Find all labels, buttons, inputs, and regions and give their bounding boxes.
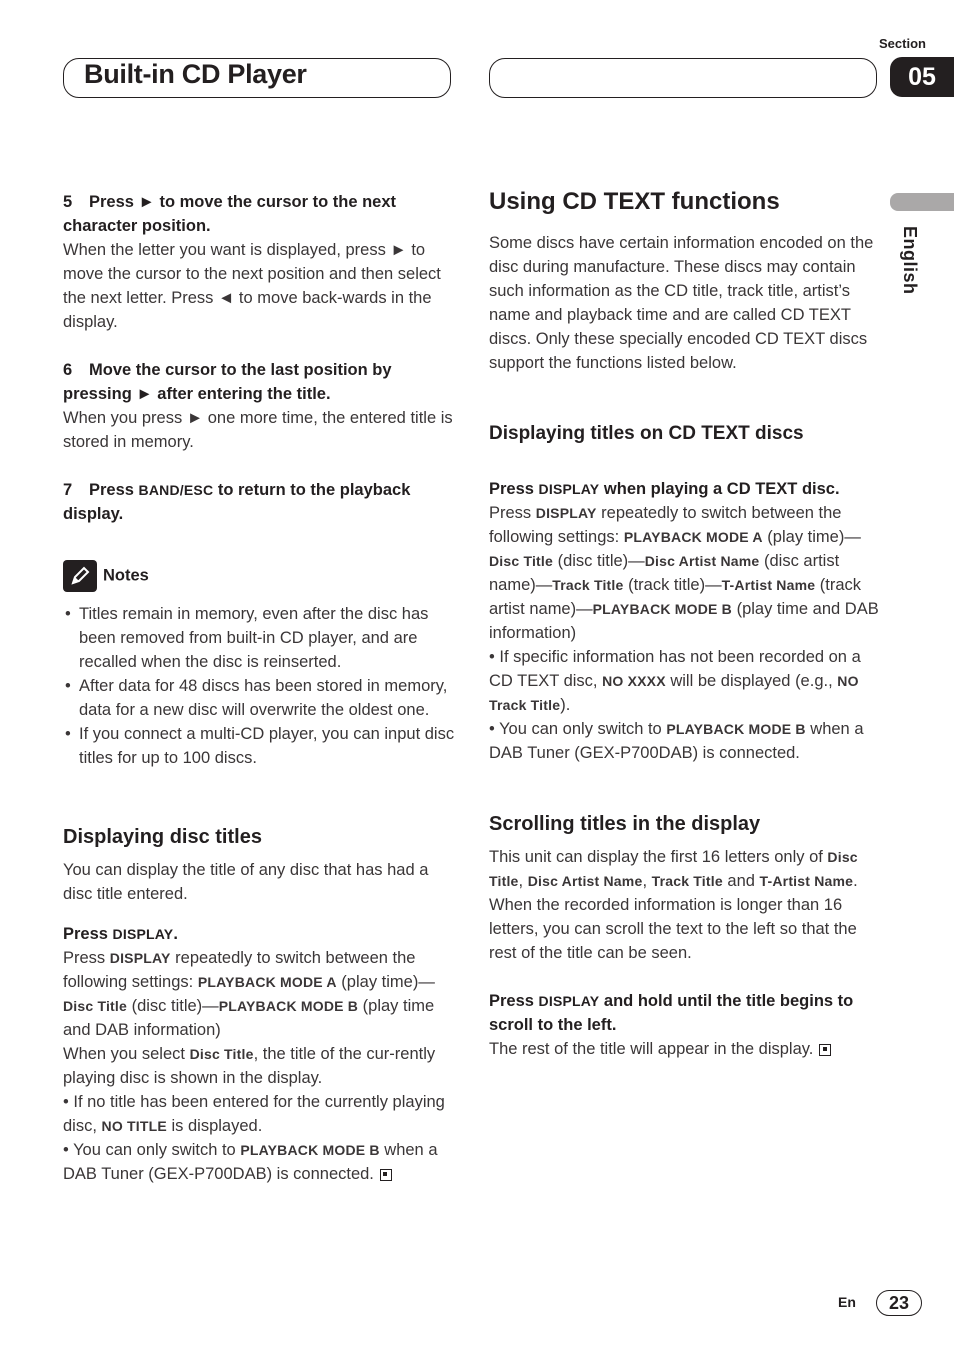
note-item: • Titles remain in memory, even after the disc has been removed from built-in CD player, and are recalled when the disc is reinserted. <box>63 602 455 674</box>
cd-text-bullet-2: • You can only switch to PLAYBACK MODE B when a DAB Tuner (GEX-P700DAB) is connected. <box>489 720 864 762</box>
disc-titles-bullet-2: • You can only switch to PLAYBACK MODE B when a DAB Tuner (GEX-P700DAB) is connected. <box>63 1141 438 1183</box>
cd-text-body: Press DISPLAY repeatedly to switch between the following settings: PLAYBACK MODE A (play time)—Disc Title (disc title)—Disc Artist Name (disc artist name)—Track Title (track title)—T-Artist Name (track artist name)—PLAYBACK MODE B (play time and DAB information) <box>489 504 879 642</box>
disc-titles-instruction: Press DISPLAY. <box>63 925 178 943</box>
header-blank-box <box>489 58 877 98</box>
cd-text-intro: Some discs have certain information encoded on the disc during manufacture. These discs may contain such information as the CD title, track title, artist’s name and playback time and are called CD TEXT discs. Only these specially encoded CD TEXT discs support the functions listed below. <box>489 234 874 372</box>
end-of-section-icon <box>380 1169 392 1181</box>
cd-text-heading: Using CD TEXT functions <box>489 188 780 215</box>
cd-text-instruction: Press DISPLAY when playing a CD TEXT disc. <box>489 480 840 498</box>
step-6-body: When you press ► one more time, the entered title is stored in memory. <box>63 409 453 451</box>
disc-titles-intro: You can display the title of any disc that has had a disc title entered. <box>63 861 429 903</box>
section-number: 05 <box>890 57 954 97</box>
cd-text-titles-heading: Displaying titles on CD TEXT discs <box>489 423 804 444</box>
language-tab <box>890 193 954 211</box>
disc-titles-bullet-1: • If no title has been entered for the currently playing disc, NO TITLE is displayed. <box>63 1093 445 1135</box>
disc-titles-select-text: When you select Disc Title, the title of the cur-rently playing disc is shown in the display. <box>63 1045 436 1087</box>
page-number: 23 <box>876 1290 922 1316</box>
language-label: English <box>900 226 920 295</box>
scroll-body: This unit can display the first 16 letters only of Disc Title, Disc Artist Name, Track Title and T-Artist Name. When the recorded information is longer than 16 letters, you can scroll the text to the left so that the rest of the title can be seen. <box>489 848 858 962</box>
scroll-heading: Scrolling titles in the display <box>489 813 761 835</box>
footer-language: En <box>838 1294 856 1310</box>
note-item: • If you connect a multi-CD player, you can input disc titles for up to 100 discs. <box>63 722 455 770</box>
disc-titles-heading: Displaying disc titles <box>63 826 262 848</box>
scroll-result: The rest of the title will appear in the display. <box>489 1037 881 1061</box>
section-label: Section <box>879 36 926 51</box>
right-column <box>489 187 881 1061</box>
end-of-section-icon <box>819 1044 831 1056</box>
scroll-instruction: Press DISPLAY and hold until the title begins to scroll to the left. <box>489 992 854 1034</box>
left-column <box>63 190 455 1186</box>
cd-text-bullet-1: • If specific information has not been recorded on a CD TEXT disc, NO XXXX will be displayed (e.g., NO Track Title). <box>489 648 861 714</box>
step-7-title: 7 Press BAND/ESC to return to the playback display. <box>63 481 411 523</box>
step-5-body: When the letter you want is displayed, press ► to move the cursor to the next position and then select the next letter. Press ◄ to move back-wards in the display. <box>63 241 441 331</box>
pencil-note-icon <box>63 560 97 592</box>
notes-heading: Notes <box>63 560 455 592</box>
step-6-title: 6 Move the cursor to the last position by pressing ► after entering the title. <box>63 361 392 403</box>
step-5-title: 5 Press ► to move the cursor to the next character position. <box>63 193 397 235</box>
page-title: Built-in CD Player <box>84 59 307 89</box>
notes-list <box>63 602 455 770</box>
disc-titles-body: Press DISPLAY repeatedly to switch between the following settings: PLAYBACK MODE A (play time)—Disc Title (disc title)—PLAYBACK MODE B (play time and DAB information) <box>63 949 435 1039</box>
note-item: • After data for 48 discs has been stored in memory, data for a new disc will overwrite the oldest one. <box>63 674 455 722</box>
